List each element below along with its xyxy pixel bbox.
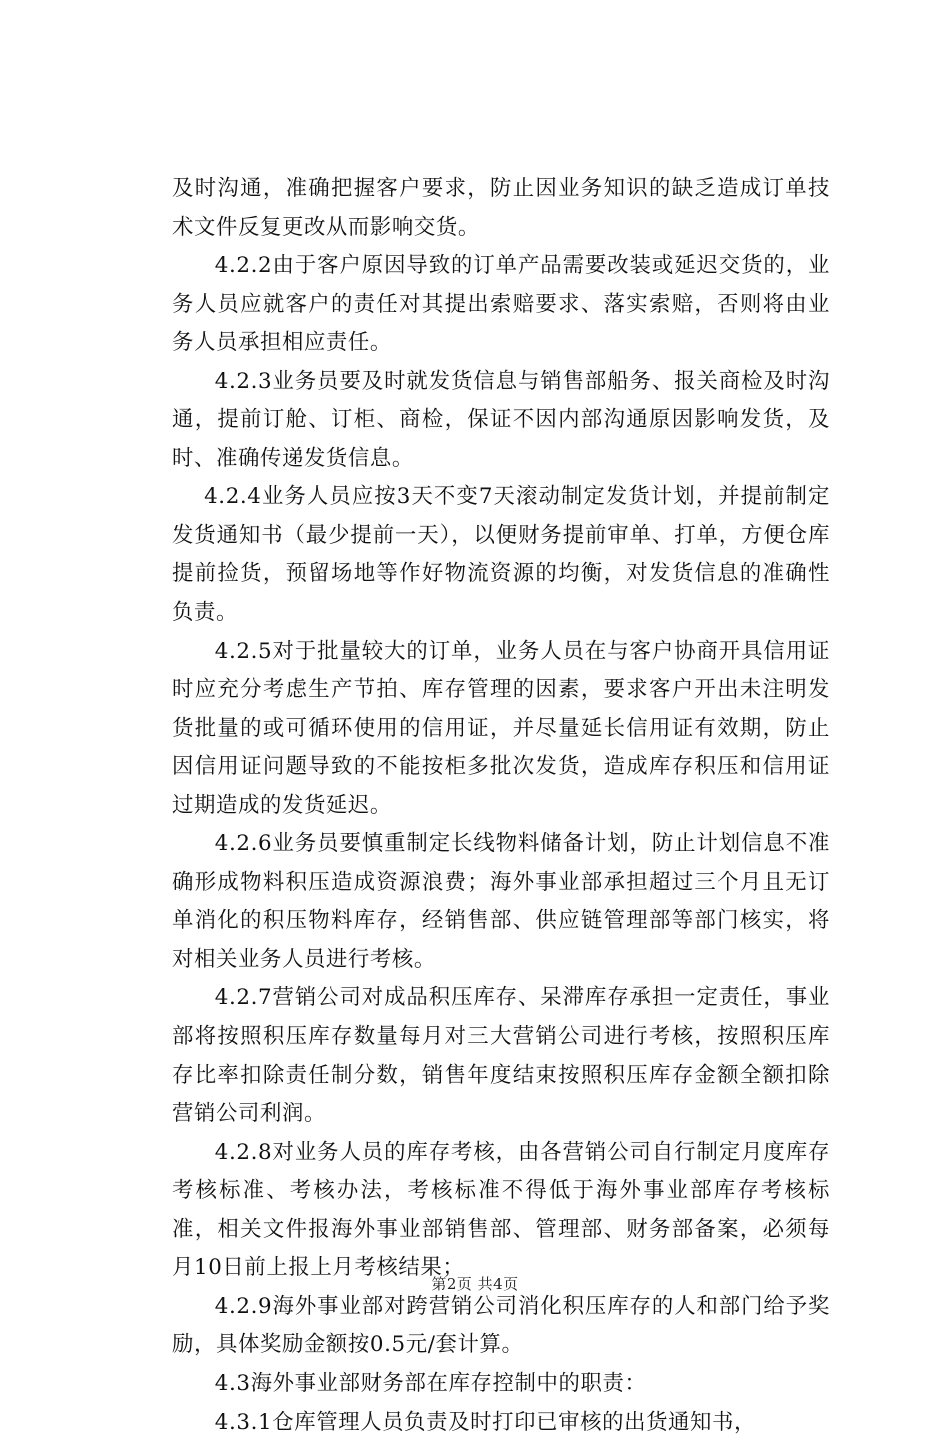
section-heading-4-3: 4.3海外事业部财务部在库存控制中的职责：	[172, 1365, 830, 1404]
document-body	[172, 170, 830, 1442]
paragraph-4-3-1: 4.3.1仓库管理人员负责及时打印已审核的出货通知书，	[172, 1404, 830, 1442]
paragraph-4-2-8: 4.2.8对业务人员的库存考核，由各营销公司自行制定月度库存考核标准、考核办法，考核标准不得低于海外事业部库存考核标准，相关文件报海外事业部销售部、管理部、财务部备案，必须每月10日前上报上月考核结果；	[172, 1134, 830, 1288]
paragraph-4-2-6: 4.2.6业务员要慎重制定长线物料储备计划，防止计划信息不准确形成物料积压造成资源浪费；海外事业部承担超过三个月且无订单消化的积压物料库存，经销售部、供应链管理部等部门核实，将对相关业务人员进行考核。	[172, 825, 830, 979]
page-footer: 第2页 共4页	[0, 1273, 950, 1294]
paragraph-4-2-5: 4.2.5对于批量较大的订单，业务人员在与客户协商开具信用证时应充分考虑生产节拍、库存管理的因素，要求客户开出未注明发货批量的或可循环使用的信用证，并尽量延长信用证有效期，防止因信用证问题导致的不能按柜多批次发货，造成库存积压和信用证过期造成的发货延迟。	[172, 633, 830, 826]
paragraph-4-2-3: 4.2.3业务员要及时就发货信息与销售部船务、报关商检及时沟通，提前订舱、订柜、商检，保证不因内部沟通原因影响发货，及时、准确传递发货信息。	[172, 363, 830, 479]
paragraph-continuation: 及时沟通，准确把握客户要求，防止因业务知识的缺乏造成订单技术文件反复更改从而影响交货。	[172, 170, 830, 247]
paragraph-4-2-9: 4.2.9海外事业部对跨营销公司消化积压库存的人和部门给予奖励，具体奖励金额按0.5元/套计算。	[172, 1288, 830, 1365]
paragraph-4-2-7: 4.2.7营销公司对成品积压库存、呆滞库存承担一定责任，事业部将按照积压库存数量每月对三大营销公司进行考核，按照积压库存比率扣除责任制分数，销售年度结束按照积压库存金额全额扣除营销公司利润。	[172, 979, 830, 1133]
paragraph-4-2-4: 4.2.4业务人员应按3天不变7天滚动制定发货计划，并提前制定发货通知书（最少提前一天），以便财务提前审单、打单，方便仓库提前捡货，预留场地等作好物流资源的均衡，对发货信息的准确性负责。	[172, 478, 830, 632]
paragraph-4-2-2: 4.2.2由于客户原因导致的订单产品需要改装或延迟交货的，业务人员应就客户的责任对其提出索赔要求、落实索赔，否则将由业务人员承担相应责任。	[172, 247, 830, 363]
